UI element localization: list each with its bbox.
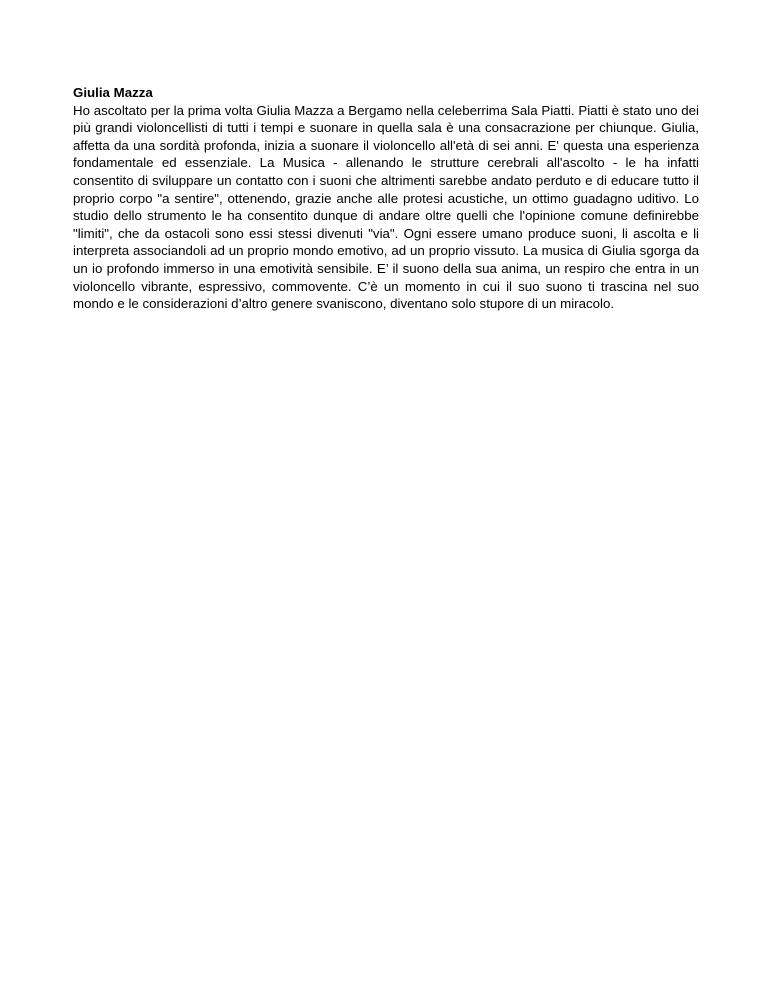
document-title: Giulia Mazza [73,85,153,100]
document-paragraph: Ho ascoltato per la prima volta Giulia Mazza a Bergamo nella celeberrima Sala Piatti. Piatti è stato uno dei più grandi violoncellisti di tutti i tempi e suonare in quella sala è una consacrazione per chiunque. Giulia, affetta da una sordità profonda, inizia a suonare il violoncello all'età di sei anni. E' questa una esperienza fondamentale ed essenziale. La Musica - allenando le strutture cerebrali all'ascolto - le ha infatti consentito di sviluppare un contatto con i suoni che altrimenti sarebbe andato perduto e di educare tutto il proprio corpo "a sentire", ottenendo, grazie anche alle protesi acustiche, un ottimo guadagno uditivo. Lo studio dello strumento le ha consentito dunque di andare oltre quelli che l'opinione comune definirebbe "limiti", che da ostacoli sono essi stessi divenuti "via". Ogni essere umano produce suoni, li ascolta e li interpreta associandoli ad un proprio mondo emotivo, ad un proprio vissuto. La musica di Giulia sgorga da un io profondo immerso in una emotività sensibile. E’ il suono della sua anima, un respiro che entra in un violoncello vibrante, espressivo, commovente. C’è un momento in cui il suo suono ti trascina nel suo mondo e le considerazioni d’altro genere svaniscono, diventano solo stupore di un miracolo. [73,102,699,312]
document-page [73,84,699,313]
